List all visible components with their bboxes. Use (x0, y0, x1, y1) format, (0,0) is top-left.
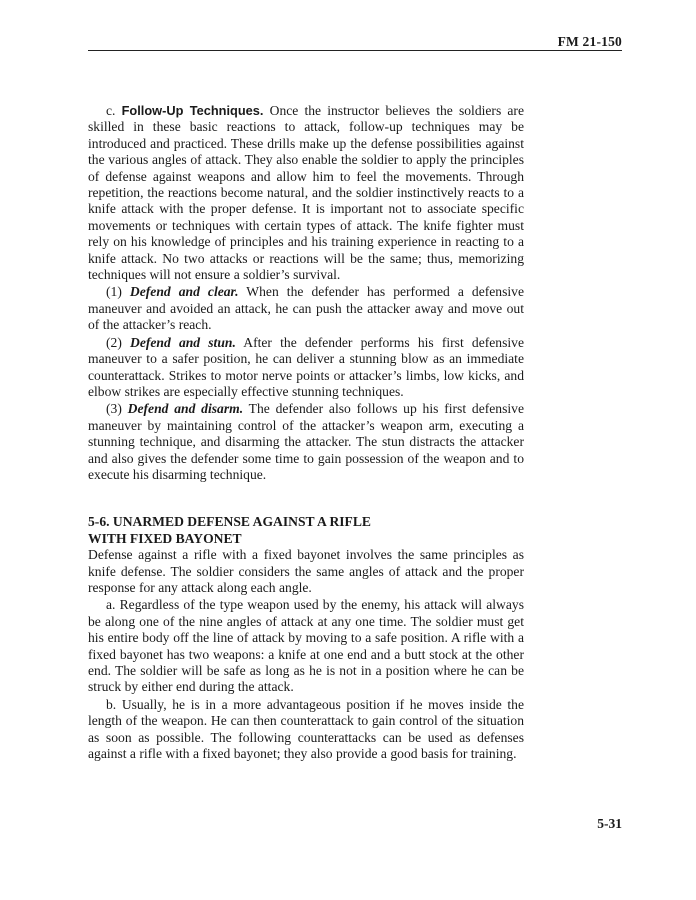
item-number: (1) (106, 284, 130, 300)
follow-up-paragraph (88, 103, 524, 283)
item-text: After the defender performs his first defensive maneuver to a safer position, he can deliver a stunning blow as an immediate counterattack. Strikes to motor nerve points or attacker’s limbs, low kicks, and elbow strikes are especially effective stunning techniques. (88, 334, 524, 399)
page-body (88, 103, 524, 762)
item-text: The defender also follows up his first defensive maneuver by maintaining control of the attacker’s weapon arm, executing a stunning technique, and disarming the attacker. The stun distracts the attacker and also gives the defender some time to gain possession of the weapon and to execute his disarming technique. (88, 401, 524, 482)
section-para-b: b. Usually, he is in a more advantageous position if he moves inside the length of the weapon. He can then counterattack to gain control of the situation as soon as possible. The following counterattacks can be used as defenses against a rifle with a fixed bayonet; they also provide a good basis for training. (88, 696, 524, 762)
section-intro: Defense against a rifle with a fixed bayonet involves the same principles as knife defense. The soldier considers the same angles of attack and the proper response for any attack along each angle. (88, 547, 524, 595)
item-defend-disarm (88, 401, 524, 483)
item-number: (3) (106, 401, 128, 417)
section-heading-line1: 5-6. UNARMED DEFENSE AGAINST A RIFLE (88, 514, 371, 530)
follow-up-text: Once the instructor believes the soldiers are skilled in these basic reactions to attack, follow-up techniques may be introduced and practiced. These drills make up the defense possibilities against the various angles of attack. They also enable the soldier to apply the principles of defense against weapons and allow him to feel the movements. Through repetition, the reactions become natural, and the soldier instinctively reacts to a knife attack with the proper defense. It is important not to associate specific movements or techniques with certain types of attack. The knife fighter must rely on his knowledge of principles and his training experience in reacting to a knife attack. No two attacks or reactions will be the same; thus, memorizing techniques will not ensure a soldier’s survival. (88, 103, 524, 283)
item-label: Defend and stun. (130, 334, 236, 350)
section-para-a: a. Regardless of the type weapon used by the enemy, his attack will always be along one of the nine angles of attack at any one time. The soldier must get his entire body off the line of attack by moving to a safe position. A rifle with a fixed bayonet has two weapons: a knife at one end and a butt stock at the other end. The soldier will be safe as long as he is not in a position where he can be struck by either end during the attack. (88, 597, 524, 695)
section-heading (88, 514, 524, 547)
item-defend-clear (88, 284, 524, 333)
manual-id: FM 21-150 (557, 34, 622, 49)
item-defend-stun (88, 335, 524, 401)
item-label: Defend and clear. (129, 284, 239, 300)
item-label: Defend and disarm. (127, 401, 244, 417)
follow-up-label: Follow-Up Techniques. (121, 103, 264, 118)
page-number: 5-31 (597, 816, 622, 831)
item-number: (2) (106, 334, 131, 350)
section-heading-line2: WITH FIXED BAYONET (88, 530, 242, 546)
follow-up-prefix: c. (106, 103, 122, 118)
page-header (88, 34, 622, 51)
item-text: When the defender has performed a defensive maneuver and avoided an attack, he can push the attacker away and move out of the attacker’s reach. (88, 284, 524, 333)
